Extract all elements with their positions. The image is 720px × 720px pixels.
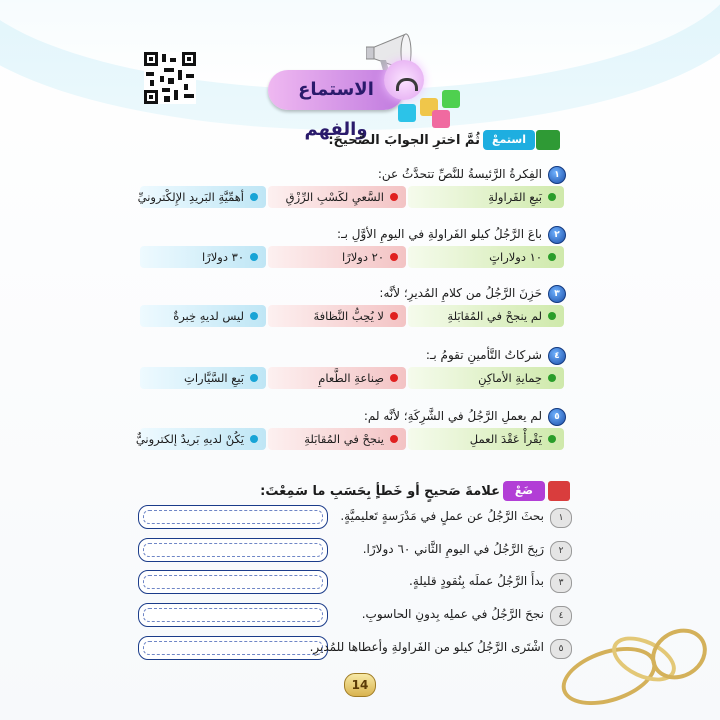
option-bullet-icon [250,312,258,320]
answer-option[interactable] [268,246,406,268]
option-bullet-icon [250,193,258,201]
statement-number: ٢ [550,541,572,561]
statement-text: رَبِحَ الرَّجُلُ في اليومِ الثَّاني ٦٠ دولارًا. [362,542,544,556]
answer-option[interactable] [140,305,266,327]
green-cube-icon [442,90,460,108]
answer-option[interactable] [268,305,406,327]
blue-cube-icon [398,104,416,122]
answer-box-dashed-line [143,543,323,557]
answer-box[interactable] [138,505,328,529]
answer-box[interactable] [138,603,328,627]
question-number: ١ [548,166,566,184]
option-bullet-icon [390,374,398,382]
option-bullet-icon [390,193,398,201]
question-text: الفِكرةُ الرَّئيسةُ للنَّصِّ تتحدَّثُ عن: [377,167,542,181]
true-false-activity-icon [548,481,570,501]
statement-number: ١ [550,508,572,528]
option-label: لا يُحِبُّ النَّظافةَ [313,309,384,323]
option-label: ٣٠ دولارًا [202,250,244,264]
question-text: شركاتُ التَّأمينِ تقومُ بـ: [425,348,542,362]
question-number: ٢ [548,226,566,244]
answer-box[interactable] [138,538,328,562]
question-number: ٥ [548,408,566,426]
option-label: يَكُنْ لديهِ بَريدٌ إلكترونيٌّ [135,432,244,446]
option-label: أهمِّيَّةِ البَريدِ الإِلكْترونيِّ [137,190,244,204]
answer-option[interactable] [268,367,406,389]
question-number: ٣ [548,285,566,303]
section2-instruction: علامةَ صَحيحٍ أو خَطأٍ بِحَسَبِ ما سَمِعْتَ: [260,484,500,499]
pink-cube-icon [432,110,450,128]
answer-box-dashed-line [143,510,323,524]
answer-option[interactable] [140,367,266,389]
answer-box-dashed-line [143,608,323,622]
answer-option[interactable] [408,428,564,450]
option-label: صِناعةِ الطَّعامِ [318,371,384,385]
mark-badge: ضَعْ [503,481,545,501]
statement-number: ٤ [550,606,572,626]
page-number: 14 [344,673,376,697]
listen-activity-icon [536,130,560,150]
question-text: لم يعملِ الرَّجُلُ في الشَّرِكَةِ؛ لأنَّه لم: [363,409,542,423]
answer-option[interactable] [137,186,266,208]
option-label: يَقْرأْ عَقْدَ العملِ [469,432,542,446]
answer-box-dashed-line [143,575,323,589]
option-bullet-icon [250,253,258,261]
statement-text: بدأَ الرَّجُلُ عملَه بِنُقودٍ قليلةٍ. [409,574,544,588]
option-bullet-icon [390,435,398,443]
answer-option[interactable] [268,428,406,450]
option-bullet-icon [548,374,556,382]
option-bullet-icon [548,253,556,261]
answer-box[interactable] [138,570,328,594]
option-label: بَيعِ السَّيَّاراتِ [184,371,244,385]
option-bullet-icon [548,435,556,443]
statement-text: نجحَ الرَّجُلُ في عملِه بِدونِ الحاسوبِ. [361,607,544,621]
option-label: ينجحْ في المُقابَلةِ [304,432,384,446]
option-bullet-icon [548,193,556,201]
answer-option[interactable] [408,367,564,389]
section1-instruction: ثُمَّ اخترِ الجوابَ الصَّحيحَ: [328,133,480,148]
qr-code[interactable] [144,52,196,104]
option-label: ٢٠ دولارًا [342,250,384,264]
answer-box-dashed-line [143,641,323,655]
answer-option[interactable] [408,305,564,327]
question-text: باعَ الرَّجُلُ كيلو الفَراولةِ في اليومِ الأوَّلِ بـ: [337,227,542,241]
option-bullet-icon [250,374,258,382]
question-text: حَزِنَ الرَّجُلُ من كلامِ المُديرِ؛ لأنَّه: [379,286,542,300]
headphones-icon [396,78,418,91]
statement-number: ٣ [550,573,572,593]
answer-option[interactable] [408,246,564,268]
answer-option[interactable] [135,428,266,450]
question-number: ٤ [548,347,566,365]
option-label: لم ينجحْ في المُقابَلةِ [447,309,542,323]
option-bullet-icon [390,253,398,261]
option-label: السَّعيِ لكَسْبِ الرِّزْقِ [285,190,384,204]
answer-option[interactable] [140,246,266,268]
option-label: حِمايةِ الأماكِنِ [478,371,542,385]
listen-badge: استمعْ [483,130,535,150]
statement-text: اشْتَرى الرَّجُلُ كيلو من الفَراولةِ وأعطاها للمُديرِ. [309,640,544,654]
option-bullet-icon [390,312,398,320]
option-label: ١٠ دولاراتٍ [489,250,542,264]
statement-text: بحثَ الرَّجُلُ عن عملٍ في مَدْرَسةٍ تَعليميَّةٍ. [340,509,544,523]
option-label: بَيعِ الفَراولةِ [488,190,542,204]
option-bullet-icon [250,435,258,443]
answer-option[interactable] [408,186,564,208]
answer-box[interactable] [138,636,328,660]
option-bullet-icon [548,312,556,320]
statement-number: ٥ [550,639,572,659]
option-label: ليس لديهِ خِبرةٌ [173,309,244,323]
answer-option[interactable] [268,186,406,208]
lesson-title: الاستماع والفهم [298,79,374,140]
